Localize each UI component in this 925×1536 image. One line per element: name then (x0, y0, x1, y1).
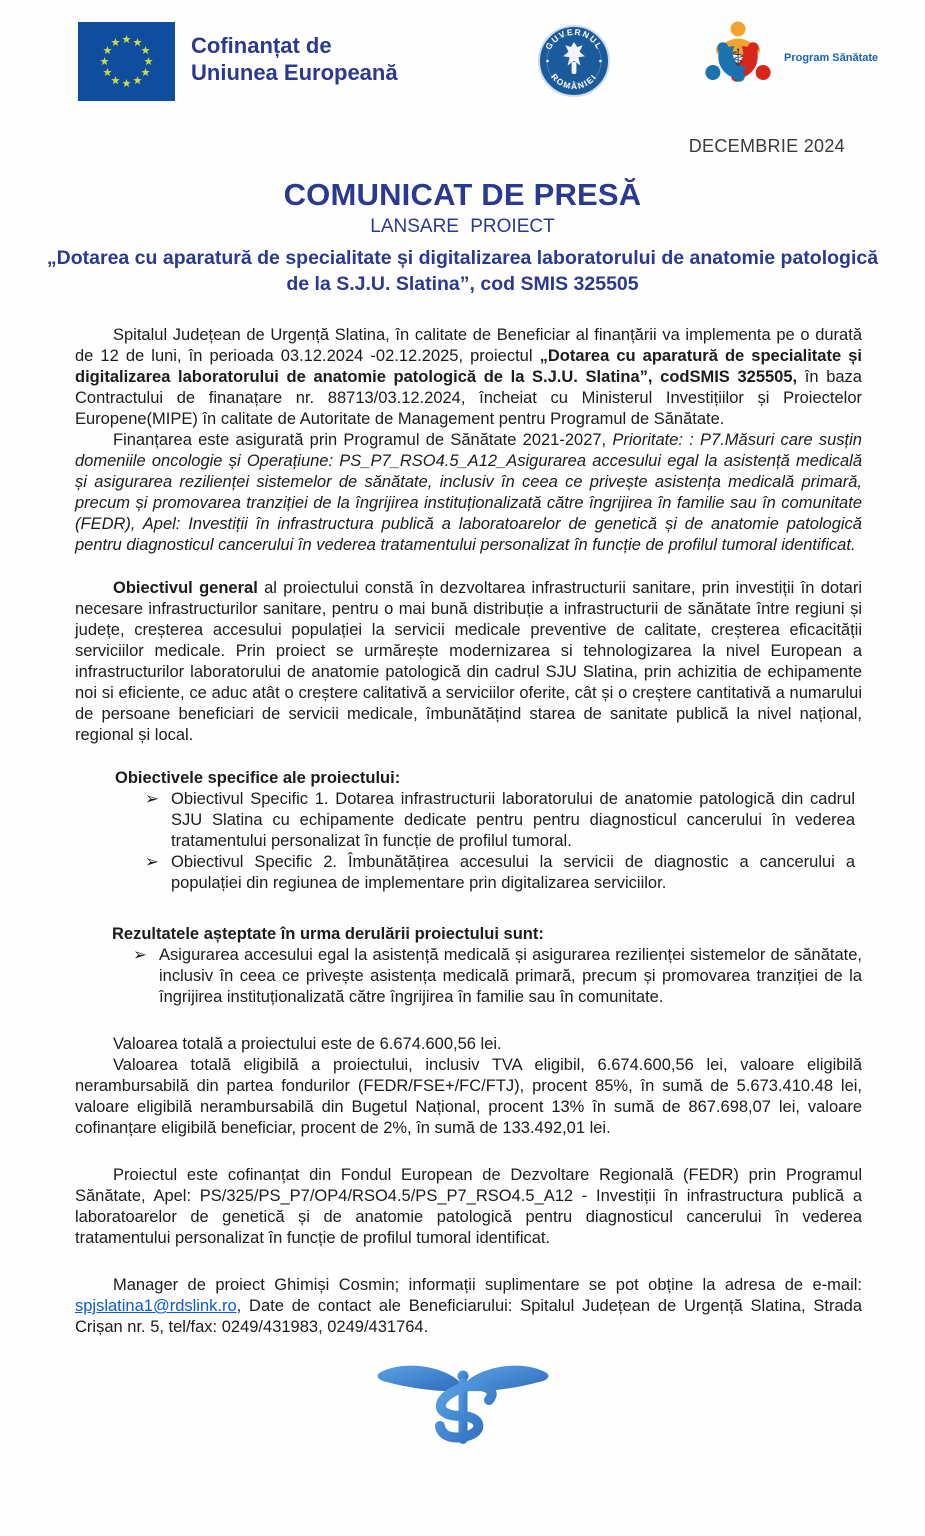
financing-text-italic: Prioritate: : P7.Măsuri care susțin domeniile oncologie și Operațiune: PS_P7_RSO4.5_A12_Asigurarea accesului egal la asistență medicală și asigurarea rezilienței sistemelor de sănătate, inclusiv în ceea ce privește asistența medicală primară, precum și promovarea tranziției de la îngrijirea instituționalizată către îngrijirea în familie sau în comunitate (FEDR), Apel: Investiții în infrastructura publică a laboratoarelor de genetică și de anatomie patologică pentru diagnosticul cancerului în vederea tratamentului personalizat în funcție de profilul tumoral identificat. (75, 431, 862, 554)
cofinancing-paragraph: Proiectul este cofinanțat din Fondul European de Dezvoltare Regională (FEDR) prin Programul Sănătate, Apel: PS/325/PS_P7/OP4/RSO4.5/PS_P7_RSO4.5_A12 - Investiții în infrastructura publică a laboratoarelor de genetică și de anatomie patologică pentru diagnosticul cancerului în vederea tratamentului personalizat în funcție de profilul tumoral identificat. (75, 1166, 862, 1247)
seal-bottom-text: ROMÂNIEI (549, 71, 599, 92)
list-item (145, 789, 855, 852)
intro-text-end: în baza Contractului de finanațare nr. 88713/03.12.2024, încheiat cu Ministerul Investițiilor și Proiectelor Europene(MIPE) în calitate de Autoritate de Management pentru Programul de Sănătate. (75, 368, 862, 428)
contact-text-end: , Date de contact ale Beneficiarului: Spitalul Județean de Urgență Slatina, Strada Crișan nr. 5, tel/fax: 0249/431983, 0249/431764. (75, 1297, 862, 1336)
general-objective-paragraph (75, 578, 862, 746)
project-title (0, 245, 925, 297)
page-title: COMUNICAT DE PRESĂ (283, 177, 642, 212)
seal-top-text: GUVERNUL (543, 26, 605, 52)
general-objective-text: al proiectului constă în dezvoltarea infrastructurii sanitare, prin investiții în dotari necesare infrastructurilor sanitare, pentru o mai bună distribuție a infrastructurii de sănătate între regiuni și județe, creșterea accesului populației la servicii medicale preventive de calitate, creșterea eficacității serviciilor medicale. Prin proiect se urmărește modernizarea si tehnologizarea la nivel European a infrastructurilor laboratorului de anatomie patologică din cadrul SJU Slatina, prin achizitia de echipamente noi si eficiente, ce aduc atât o creștere calitativă a serviciilor oferite, cât și o creștere cantitativă a numarului de persoane beneficiari de servicii medicale, îmbunătățind starea de sanitate publică la nivel național, regional și local. (75, 579, 863, 744)
document-body (0, 325, 925, 1338)
contact-paragraph (75, 1275, 862, 1338)
financing-paragraph (75, 430, 862, 556)
objective-2-text: Obiectivul Specific 2. Îmbunătățirea accesului la servicii de diagnostic a cancerului a populației din regiunea de implementare prin digitalizarea serviciilor. (171, 853, 855, 892)
intro-text-start: Spitalul Județean de Urgență Slatina, în calitate de Beneficiar al finanțării va implementa pe o durată de 12 de luni, în perioada 03.12.2024 -02.12.2025, proiectul (75, 326, 862, 365)
objectives-heading: Obiectivele specifice ale proiectului: (115, 769, 401, 787)
eligible-value-paragraph: Valoarea totală eligibilă a proiectului, inclusiv TVA eligibil, 6.674.600,56 lei, valoare eligibilă nerambursabilă din partea fondurilor (FEDR/FSE+/FC/FTJ), procent 85%, în sumă de 5.673.410.48 lei, valoare eligibilă nerambursabilă din Bugetul Național, procent 13% în sumă de 867.698,07 lei, valoare cofinanțare eligibilă beneficiar, procent de 2%, în sumă de 133.492,01 lei. (75, 1056, 862, 1137)
arrow-bullet-icon: ➢ (145, 853, 159, 871)
gov-romania-seal-icon (537, 24, 611, 103)
list-item (133, 945, 862, 1008)
result-1-text: Asigurarea accesului egal la asistență medicală și asigurarea rezilienței sistemelor de sănătate, inclusiv în ceea ce privește asistența medicală primară, precum și promovarea tranziției de la îngrijirea instituționalizată către îngrijirea în familie sau în comunitate. (159, 946, 862, 1006)
hospital-caduceus-logo (0, 1356, 925, 1461)
program-sanatate-icon (698, 18, 778, 98)
project-title-line1: „Dotarea cu aparatură de specialitate și digitalizarea laboratorului de anatomie patologică (46, 247, 879, 269)
winged-caduceus-icon (363, 1356, 563, 1456)
header (0, 0, 925, 108)
eu-text-line2: Uniunea Europeană (191, 60, 398, 85)
document-date: DECEMBRIE 2024 (688, 136, 845, 156)
arrow-bullet-icon: ➢ (145, 790, 159, 808)
program-sanatate-label: Program Sănătate (784, 52, 879, 64)
contact-text-start: Manager de proiect Ghimiși Cosmin; informații suplimentare se pot obține la adresa de e-mail: (113, 1276, 862, 1294)
eu-flag-icon (78, 22, 175, 101)
project-title-line2: de la S.J.U. Slatina”, cod SMIS 325505 (286, 273, 639, 295)
contact-email-link[interactable]: spjslatina1@rdslink.ro (75, 1297, 237, 1315)
specific-objectives-section (0, 768, 925, 894)
eu-cofinance-text (191, 22, 398, 86)
general-objective-label: Obiectivul general (113, 579, 258, 597)
eu-cofinance-logo (78, 22, 398, 101)
financing-text-start: Finanțarea este asigurată prin Programul de Sănătate 2021-2027, (113, 431, 613, 449)
arrow-bullet-icon: ➢ (133, 946, 147, 964)
subtitle: LANSARE PROIECT (370, 216, 555, 237)
list-item (145, 852, 855, 894)
intro-paragraph (75, 325, 862, 430)
project-name-bold: „Dotarea cu aparatură de specialitate și digitalizarea laboratorului de anatomie patologică de la S.J.U. Slatina”, codSMIS 325505, (75, 347, 862, 386)
eu-text-line1: Cofinanțat de (191, 33, 332, 58)
expected-results-section (0, 924, 925, 1008)
objective-1-text: Obiectivul Specific 1. Dotarea infrastructurii laboratorului de anatomie patologică din cadrul SJU Slatina cu echipamente dedicate pentru pentru diagnosticul cancerului în vederea tratamentului personalizat în funcție de profilul tumoral. (171, 790, 855, 850)
program-sanatate-logo (698, 18, 878, 98)
results-heading: Rezultatele așteptate în urma derulării proiectului sunt: (112, 925, 544, 943)
total-value-line: Valoarea totală a proiectului este de 6.674.600,56 lei. (113, 1035, 502, 1053)
caduceus-center-icon: ⚕ (731, 44, 745, 72)
